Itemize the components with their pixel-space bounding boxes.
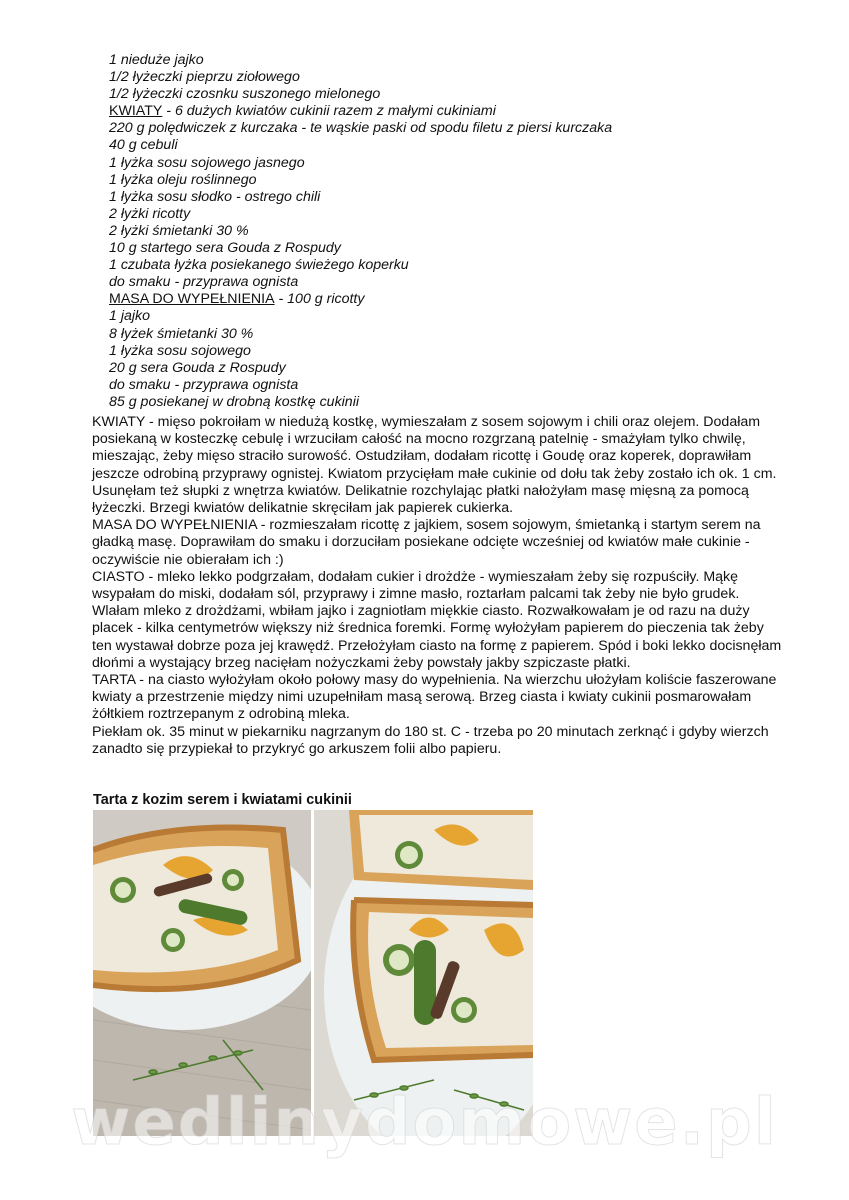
ingredient-text: 1 nieduże jajko bbox=[109, 52, 204, 68]
tart-photo-right bbox=[314, 810, 533, 1136]
ingredient-line bbox=[109, 394, 809, 411]
ingredient-text: 10 g startego sera Gouda z Rospudy bbox=[109, 240, 341, 257]
ingredient-line bbox=[109, 377, 809, 394]
tart-photo-left bbox=[93, 810, 311, 1136]
ingredient-text: do smaku - przyprawa ognista bbox=[109, 274, 299, 291]
ingredient-text: 8 łyżek śmietanki 30 % bbox=[109, 325, 254, 342]
method-paragraph-kwiaty: KWIATY - mięso pokroiłam w niedużą kostkę, wymieszałam z sosem sojowym i chili oraz olejem. Dodałam posiekaną w kosteczkę cebulę i wrzuciłam całość na mocno rozgrzaną patelnię - smażyłam tylko chwilę, mieszając, żeby mięso straciło surowość. Ostudziłam, dodałam ricottę i Goudę oraz koperek, doprawiłam jeszcze odrobiną przyprawy ognistej. Kwiatom przycięłam małe cukinie od dołu tak żeby zostało ich ok. 1 cm. Usunęłam też słupki z wnętrza kwiatów. Delikatnie rozchylając płatki nałożyłam masę mięsną za pomocą łyżeczki. Brzegi kwiatów delikatnie skręciłam jak papierek cukierka. bbox=[92, 414, 777, 517]
ingredient-line bbox=[109, 240, 809, 257]
ingredient-line bbox=[109, 274, 809, 291]
ingredient-text: 1/2 łyżeczki czosnku suszonego mielonego bbox=[109, 86, 381, 103]
ingredient-text: 2 łyżki ricotty bbox=[109, 205, 191, 222]
ingredient-text: 1 łyżka sosu słodko - ostrego chili bbox=[109, 188, 321, 205]
ingredient-line bbox=[109, 223, 809, 240]
ingredient-line bbox=[109, 343, 809, 360]
ingredient-line bbox=[109, 326, 809, 343]
ingredient-text: - 100 g ricotty bbox=[274, 291, 365, 308]
method-paragraph-masa: MASA DO WYPEŁNIENIA - rozmieszałam ricottę z jajkiem, sosem sojowym, śmietanką i startym serem na gładką masę. Doprawiłam do smaku i dorzuciłam posiekane odcięte wcześniej od kwiatów małe cukinie - oczywiście nie obierałam ich :) bbox=[92, 517, 761, 568]
method-paragraph-tarta: TARTA - na ciasto wyłożyłam około połowy masy do wypełnienia. Na wierzchu ułożyłam koliście faszerowane kwiaty a przestrzenie między nimi uzupełniłam masą serową. Brzeg ciasta i kwiaty cukinii posmarowałam żółtkiem roztrzepanym z odrobiną mleka. bbox=[92, 672, 777, 723]
ingredient-line bbox=[109, 189, 809, 206]
ingredient-text: - 6 dużych kwiatów cukinii razem z małymi cukiniami bbox=[162, 103, 496, 120]
tart-photos bbox=[93, 810, 533, 1136]
ingredient-text: do smaku - przyprawa ognista bbox=[109, 376, 299, 393]
ingredient-line bbox=[109, 155, 809, 172]
ingredient-text: 1/2 łyżeczki pieprzu ziołowego bbox=[109, 69, 300, 86]
method-paragraph-baking: Piekłam ok. 35 minut w piekarniku nagrzanym do 180 st. C - trzeba po 20 minutach zerknąć i gdyby wierzch zanadto się przypiekał to przykryć go arkuszem folii albo papieru. bbox=[92, 723, 769, 757]
method-paragraph-ciasto: CIASTO - mleko lekko podgrzałam, dodałam cukier i drożdże - wymieszałam żeby się rozpuściły. Mąkę wsypałam do miski, dodałam sól, przyprawy i zimne masło, roztarłam palcami tak żeby nie było grudek. Wlałam mleko z drożdżami, wbiłam jajko i zagniotłam miękkie ciasto. Rozwałkowałam je od razu na duży placek - kilka centymetrów większy niż średnica foremki. Formę wyłożyłam papierem do pieczenia tak żeby ten wystawał dobrze poza jej krawędź. Przełożyłam ciasto na formę z papierem. Spód i boki lekko docisnęłam dłońmi a wystający brzeg nacięłam nożyczkami żeby powstały jakby szpiczaste płatki. bbox=[92, 568, 782, 671]
ingredient-text: 20 g sera Gouda z Rospudy bbox=[109, 359, 286, 376]
ingredient-line bbox=[109, 52, 809, 69]
ingredient-line bbox=[109, 69, 809, 86]
section-heading-label: KWIATY bbox=[109, 103, 163, 120]
ingredient-line bbox=[109, 360, 809, 377]
ingredient-text: 40 g cebuli bbox=[109, 137, 178, 154]
ingredient-line bbox=[109, 86, 809, 103]
watermark: wedlinydomowe.pl bbox=[71, 1086, 778, 1160]
method-text bbox=[92, 414, 782, 758]
ingredient-line bbox=[109, 308, 809, 325]
ingredients-list bbox=[109, 52, 809, 411]
ingredient-text: 1 łyżka sosu sojowego bbox=[109, 342, 251, 359]
ingredient-text: 85 g posiekanej w drobną kostkę cukinii bbox=[109, 393, 360, 410]
ingredient-section-heading bbox=[109, 291, 809, 308]
ingredient-text: 1 czubata łyżka posiekanego świeżego koperku bbox=[109, 257, 409, 274]
photo-title: Tarta z kozim serem i kwiatami cukinii bbox=[93, 792, 352, 808]
ingredient-text: 1 jajko bbox=[109, 308, 151, 325]
ingredient-line bbox=[109, 120, 809, 137]
ingredient-line bbox=[109, 206, 809, 223]
section-heading-label: MASA DO WYPEŁNIENIA bbox=[109, 291, 275, 308]
ingredient-line bbox=[109, 137, 809, 154]
ingredient-line bbox=[109, 257, 809, 274]
ingredient-text: 1 łyżka sosu sojowego jasnego bbox=[109, 154, 305, 171]
ingredient-section-heading bbox=[109, 103, 809, 120]
ingredient-text: 2 łyżki śmietanki 30 % bbox=[109, 222, 249, 239]
ingredient-text: 220 g polędwiczek z kurczaka - te wąskie paski od spodu filetu z piersi kurczaka bbox=[109, 120, 613, 137]
ingredient-line bbox=[109, 172, 809, 189]
ingredient-text: 1 łyżka oleju roślinnego bbox=[109, 171, 257, 188]
